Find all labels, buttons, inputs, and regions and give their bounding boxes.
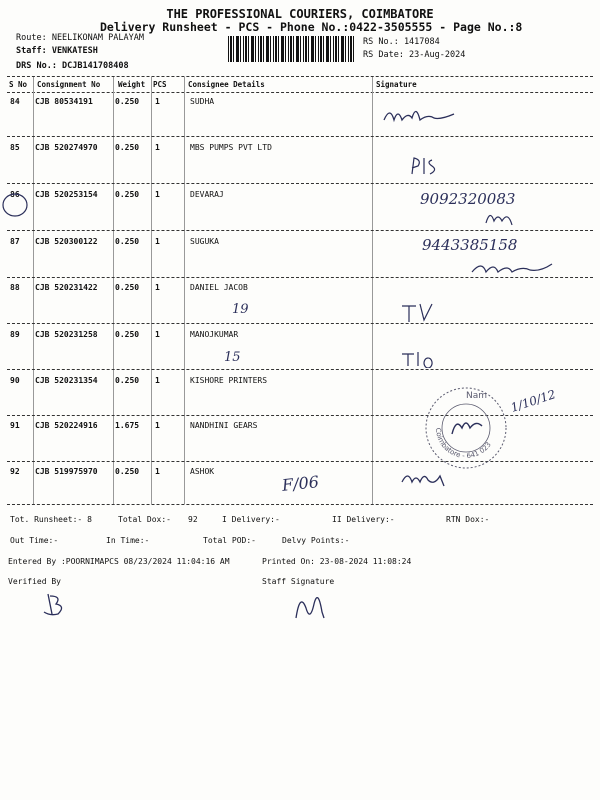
row-weight: 0.250 <box>115 330 140 339</box>
handwritten-phone: 9092320083 <box>420 190 516 208</box>
row-consignment: CJB 80534191 <box>35 97 93 106</box>
row-consignee: MANOJKUMAR <box>190 330 239 339</box>
stamp-top: Nam <box>466 391 488 401</box>
row-pcs: 1 <box>155 376 160 385</box>
row-consignee: DANIEL JACOB <box>190 283 248 292</box>
row-sno: 86 <box>10 190 20 199</box>
i-delivery: I Delivery:- <box>222 515 280 524</box>
row-sno: 91 <box>10 421 20 430</box>
row-pcs: 1 <box>155 421 160 430</box>
out-time: Out Time:- <box>10 536 59 545</box>
entered-by: Entered By :POORNIMAPCS 08/23/2024 11:04:16 AM <box>8 557 230 566</box>
stamp-text: Coimbatore - 641 023 <box>433 427 493 461</box>
staff-label: Staff: VENKATESH <box>16 46 98 56</box>
row-sno: 87 <box>10 237 20 246</box>
col-consignment: Consignment No <box>37 80 101 89</box>
col-consignee: Consignee Details <box>188 80 265 89</box>
row-pcs: 1 <box>155 97 160 106</box>
divider <box>7 369 593 370</box>
row-consignment: CJB 520253154 <box>35 190 98 199</box>
handwritten-phone: 9443385158 <box>422 236 518 254</box>
col-sno: S No <box>9 80 28 89</box>
in-time: In Time:- <box>106 536 150 545</box>
row-consignment: CJB 520274970 <box>35 143 98 152</box>
row-consignee: MBS PUMPS PVT LTD <box>190 143 272 152</box>
total-dox-label: Total Dox:- <box>118 515 171 524</box>
divider <box>7 323 593 324</box>
route-label: Route: NEELIKONAM PALAYAM <box>16 33 144 43</box>
row-consignment: CJB 520300122 <box>35 237 98 246</box>
row-pcs: 1 <box>155 143 160 152</box>
handwritten-note: F/06 <box>281 472 320 495</box>
signature-mark <box>484 207 514 227</box>
table-row <box>0 97 600 117</box>
rtn-dox: RTN Dox:- <box>446 515 490 524</box>
divider <box>7 277 593 278</box>
divider <box>7 183 593 184</box>
table-row <box>0 421 600 441</box>
row-sno: 89 <box>10 330 20 339</box>
row-consignment: CJB 520231258 <box>35 330 98 339</box>
divider <box>7 136 593 137</box>
rs-date: RS Date: 23-Aug-2024 <box>363 50 466 60</box>
row-weight: 0.250 <box>115 376 140 385</box>
staff-signature: Staff Signature <box>262 577 335 586</box>
row-consignee: NANDHINI GEARS <box>190 421 258 430</box>
signature-mark <box>408 152 448 178</box>
row-consignee: DEVARAJ <box>190 190 224 199</box>
row-consignment: CJB 520231422 <box>35 283 98 292</box>
row-consignment: CJB 520231354 <box>35 376 98 385</box>
row-pcs: 1 <box>155 467 160 476</box>
table-row <box>0 330 600 350</box>
total-runsheet: Tot. Runsheet:- 8 <box>10 515 92 524</box>
delvy-points: Delvy Points:- <box>282 536 350 545</box>
row-pcs: 1 <box>155 330 160 339</box>
row-consignee: SUGUKA <box>190 237 219 246</box>
rs-number: RS No.: 1417084 <box>363 37 440 47</box>
total-dox-value: 92 <box>188 515 198 524</box>
circle-mark <box>0 190 30 220</box>
ii-delivery: II Delivery:- <box>332 515 395 524</box>
company-stamp <box>422 384 510 472</box>
row-consignee: KISHORE PRINTERS <box>190 376 268 385</box>
divider <box>7 92 593 93</box>
row-sno: 85 <box>10 143 20 152</box>
row-weight: 1.675 <box>115 421 140 430</box>
col-signature: Signature <box>376 80 417 89</box>
handwritten-number: 15 <box>224 350 241 365</box>
total-pod: Total POD:- <box>203 536 256 545</box>
row-weight: 0.250 <box>115 237 140 246</box>
row-sno: 92 <box>10 467 20 476</box>
col-weight: Weight <box>118 80 146 89</box>
row-sno: 88 <box>10 283 20 292</box>
row-sno: 84 <box>10 97 20 106</box>
row-consignee: ASHOK <box>190 467 215 476</box>
barcode <box>228 36 356 62</box>
drs-number: DRS No.: DCJB141708408 <box>16 61 129 71</box>
row-pcs: 1 <box>155 190 160 199</box>
company-title: THE PROFESSIONAL COURIERS, COIMBATORE <box>166 7 434 21</box>
row-weight: 0.250 <box>115 190 140 199</box>
verified-by: Verified By <box>8 577 61 586</box>
divider <box>7 76 593 77</box>
runsheet-subtitle: Delivery Runsheet - PCS - Phone No.:0422-3505555 - Page No.:8 <box>100 20 523 34</box>
handwritten-number: 19 <box>232 302 249 317</box>
signature-mark <box>398 466 448 492</box>
row-consignment: CJB 520224916 <box>35 421 98 430</box>
row-weight: 0.250 <box>115 97 140 106</box>
signature-mark <box>470 256 555 276</box>
divider <box>7 504 593 505</box>
signature-mark <box>398 348 438 368</box>
col-pcs: PCS <box>153 80 167 89</box>
printed-on: Printed On: 23-08-2024 11:08:24 <box>262 557 412 566</box>
row-sno: 90 <box>10 376 20 385</box>
row-weight: 0.250 <box>115 283 140 292</box>
verifier-signature <box>40 590 70 620</box>
table-row <box>0 283 600 303</box>
row-weight: 0.250 <box>115 143 140 152</box>
handwritten-date: 1/10/12 <box>508 387 558 415</box>
table-row <box>0 376 600 396</box>
table-row <box>0 143 600 163</box>
signature-mark <box>380 100 460 130</box>
row-pcs: 1 <box>155 237 160 246</box>
row-pcs: 1 <box>155 283 160 292</box>
row-consignee: SUDHA <box>190 97 215 106</box>
row-consignment: CJB 519975970 <box>35 467 98 476</box>
signature-mark <box>398 300 438 326</box>
divider <box>7 230 593 231</box>
staff-signature-mark <box>290 588 330 628</box>
row-weight: 0.250 <box>115 467 140 476</box>
